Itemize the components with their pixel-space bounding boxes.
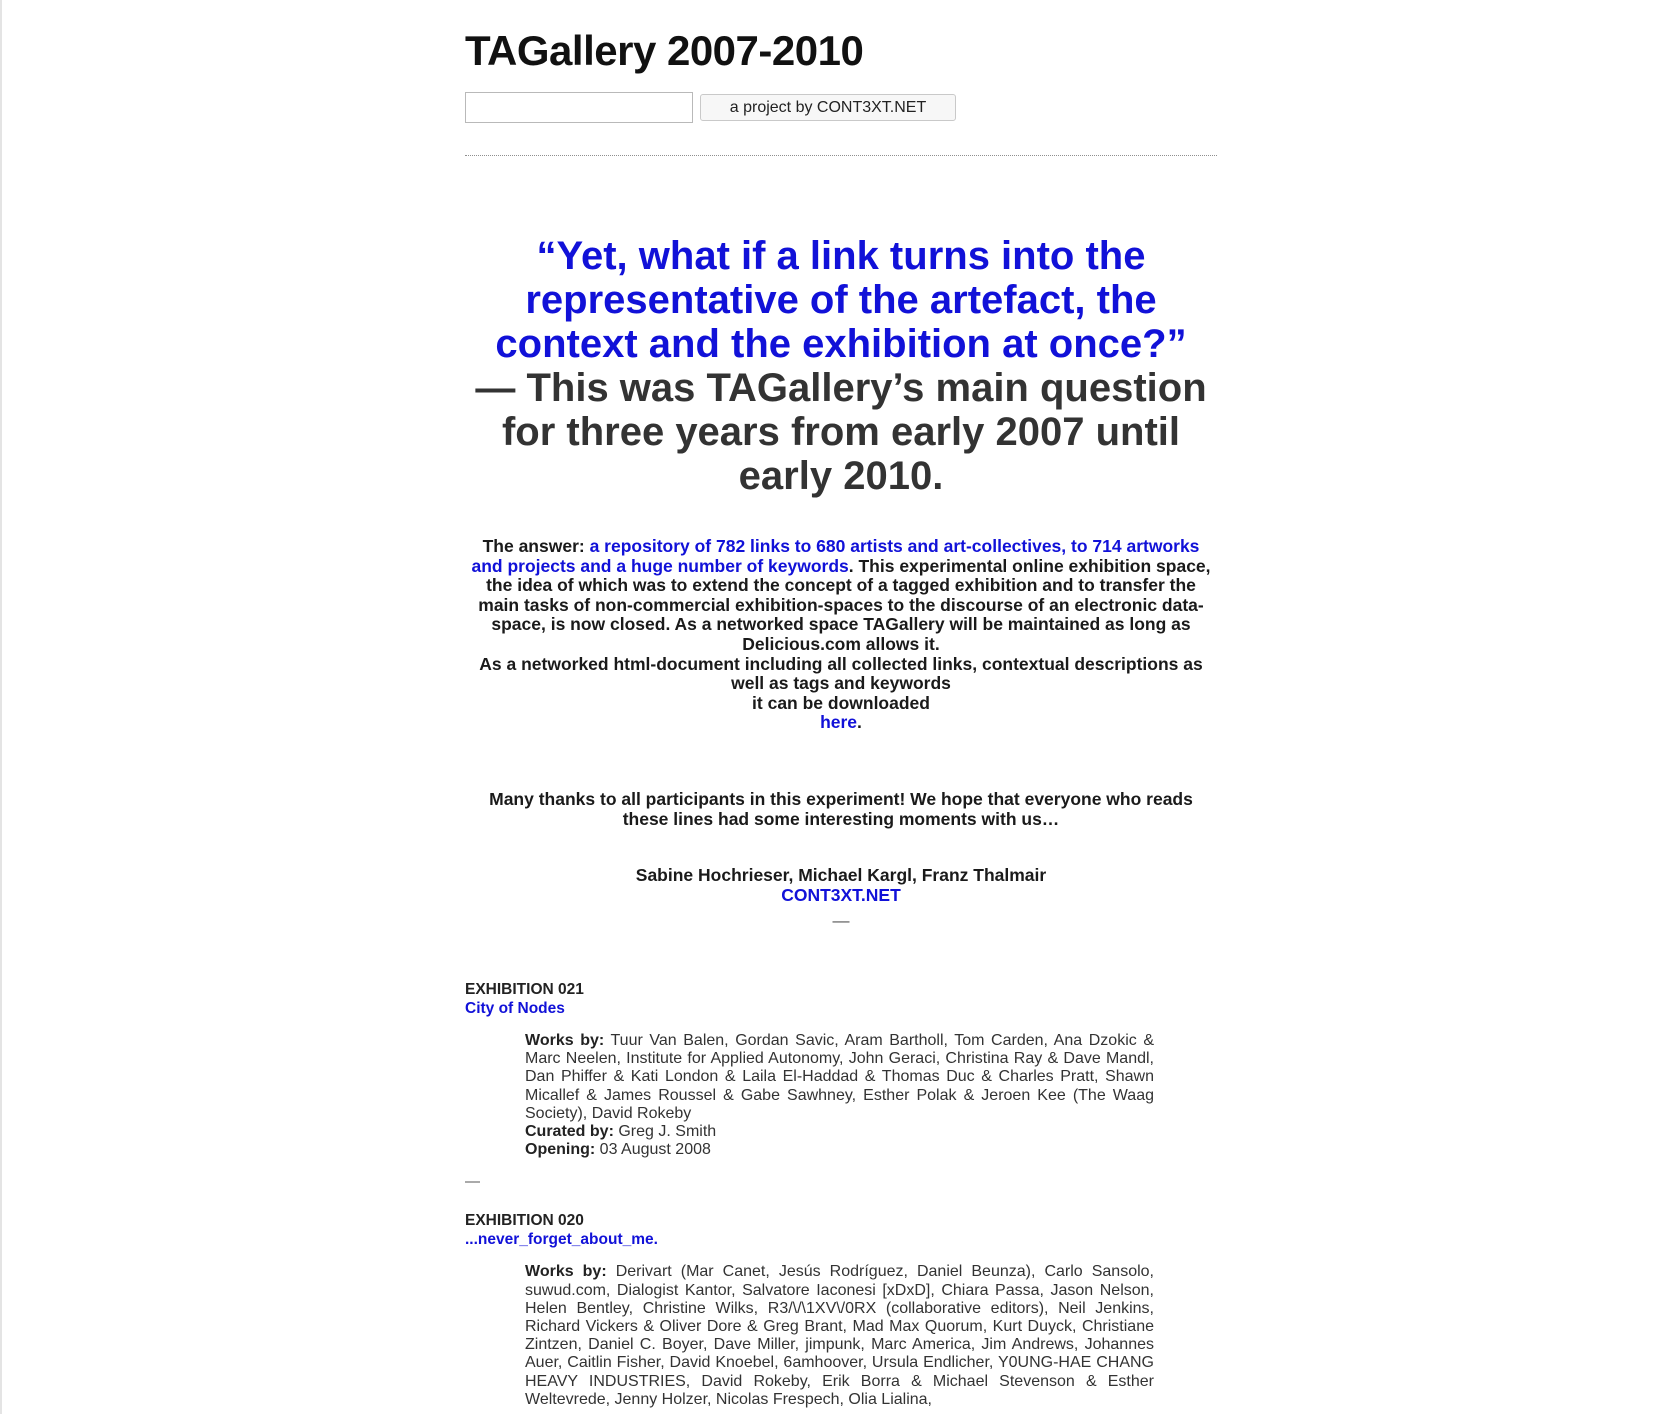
window-left-edge: [0, 0, 2, 1414]
works-by-value: Tuur Van Balen, Gordan Savic, Aram Bartholl, Tom Carden, Ana Dzokic & Marc Neelen, Institute for Applied Autonomy, John Geraci, Christina Ray & Dave Mandl, Dan Phiffer & Kati London & Laila El-Haddad & Thomas Duc & Charles Pratt, Shawn Micallef & James Roussel & Gabe Sawhney, Esther Polak & Jeroen Kee (The Waag Society), David Rokeby: [525, 1031, 1154, 1122]
exhibition-number: EXHIBITION 021: [465, 980, 584, 998]
curated-by-value: Greg J. Smith: [618, 1122, 717, 1140]
opening-value: 03 August 2008: [599, 1141, 711, 1159]
project-by-button[interactable]: a project by CONT3XT.NET: [700, 94, 956, 121]
download-period: .: [857, 712, 862, 733]
download-link-line: [465, 713, 1217, 733]
page-title: TAGallery 2007-2010: [465, 27, 864, 74]
download-text: As a networked html-document including all collected links, contextual descriptions as well as tags and keywords: [479, 653, 1203, 694]
hero-quote-link[interactable]: “Yet, what if a link turns into the representative of the artefact, the context and the exhibition at once?”: [495, 234, 1187, 366]
exhibition-details: [525, 1263, 1154, 1409]
curated-by-label: Curated by:: [525, 1122, 614, 1140]
section-separator: —: [832, 910, 850, 930]
exhibition-number: EXHIBITION 020: [465, 1212, 584, 1230]
hero-statement: — This was TAGallery’s main question for three years from early 2007 until early 2010.: [475, 366, 1207, 498]
exhibition-entry: [465, 980, 1217, 1159]
works-by-label: Works by:: [525, 1031, 605, 1049]
answer-lead: The answer:: [482, 536, 590, 556]
works-by-label: Works by:: [525, 1263, 607, 1281]
page-content: [465, 0, 1217, 1409]
repository-link[interactable]: a repository of 782 links to 680 artists and art-collectives, to 714 artworks and projects and a huge number of keywords: [471, 536, 1200, 576]
answer-paragraph: [465, 537, 1217, 733]
cont3xt-link[interactable]: CONT3XT.NET: [781, 884, 901, 905]
dotted-divider: [465, 155, 1217, 156]
exhibition-details: [525, 1032, 1154, 1159]
exhibition-title-link[interactable]: ...never_forget_about_me.: [465, 1231, 658, 1249]
signer-names: Sabine Hochrieser, Michael Kargl, Franz Thalmair: [635, 864, 1047, 885]
download-text-2: it can be downloaded: [752, 692, 930, 713]
exhibition-entry: [465, 1211, 1217, 1409]
hero-heading: [465, 234, 1217, 498]
opening-label: Opening:: [525, 1141, 596, 1159]
works-by-value: Derivart (Mar Canet, Jesús Rodríguez, Daniel Beunza), Carlo Sansolo, suwud.com, Dialogist Kantor, Salvatore Iaconesi [xDxD], Chiara Passa, Jason Nelson, Helen Bentley, Christine Wilks, R3/\/\1XV\/0RX (collaborative editors), Neil Jenkins, Richard Vickers & Oliver Dore & Greg Brant, Mad Max Quorum, Kurt Duyck, Christiane Zintzen, Daniel C. Boyer, Dave Miller, jimpunk, Marc America, Jim Andrews, Johannes Auer, Caitlin Fisher, David Knoebel, 6amhoover, Ursula Endlicher, Y0UNG-HAE CHANG HEAVY INDUSTRIES, David Rokeby, Erik Borra & Michael Stevenson & Esther Weltevrede, Jenny Holzer, Nicolas Frespech, Olia Lialina,: [525, 1263, 1154, 1408]
signature-block: [465, 865, 1217, 905]
exhibition-separator: —: [465, 1173, 480, 1191]
thanks-paragraph: Many thanks to all participants in this experiment! We hope that everyone who reads these lines had some interesting moments with us…: [489, 788, 1193, 829]
answer-body: . This experimental online exhibition space, the idea of which was to extend the concept of a tagged exhibition and to transfer the main tasks of non-commercial exhibition-spaces to the discourse of an electronic data-space, is now closed. As a networked space TAGallery will be maintained as long as Delicious.com allows it.: [478, 555, 1211, 654]
search-row: [465, 92, 1217, 123]
download-here-link[interactable]: here: [820, 712, 858, 733]
search-input[interactable]: [465, 92, 693, 123]
exhibition-title-link[interactable]: City of Nodes: [465, 999, 565, 1017]
